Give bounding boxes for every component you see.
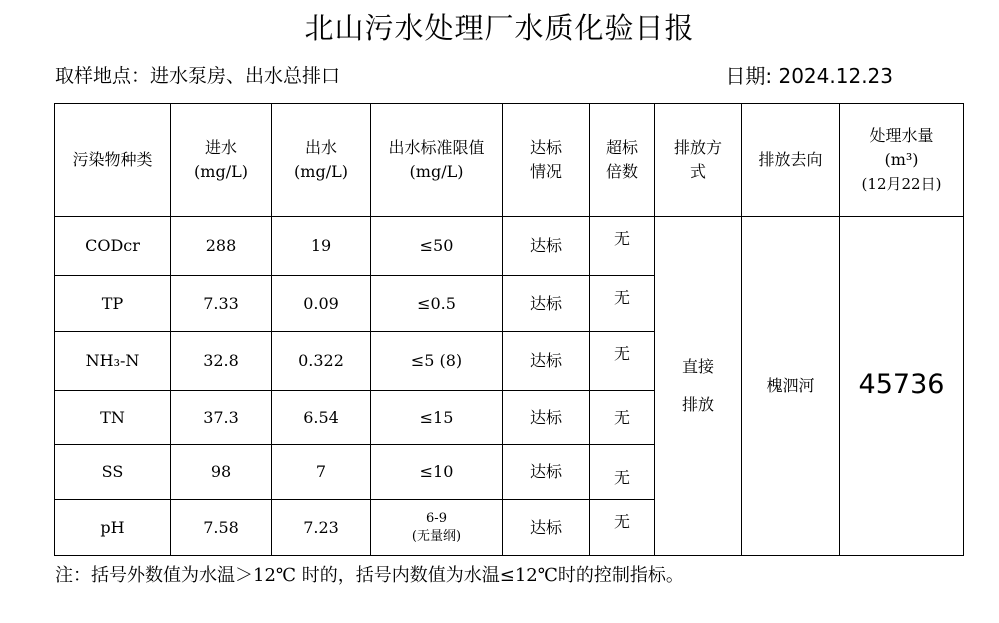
influent-cell: 7.58 [171,500,272,556]
col-header-volume [840,104,964,217]
effluent-cell: 6.54 [272,391,371,445]
effluent-cell: 0.322 [272,332,371,391]
limit-value: 6-9 [426,510,447,526]
footnote: 注：括号外数值为水温＞12℃ 时的，括号内数值为水温≤12℃时的控制指标。 [55,565,684,586]
col-header-compliance-line2: 情况 [529,162,562,181]
exceed-cell: 无 [590,445,655,500]
exceed-cell: 无 [590,391,655,445]
col-header-exceed-line2: 倍数 [605,162,638,181]
exceed-cell: 无 [590,276,655,332]
col-header-discharge-method [655,104,742,217]
col-header-limit-label: 出水标准限值 [388,138,485,157]
sample-location: 取样地点：进水泵房、出水总排口 [55,65,341,87]
limit-cell: ≤5 (8) [371,332,503,391]
limit-cell [371,500,503,556]
col-header-influent [171,104,272,217]
discharge-method-line2: 排放 [681,395,714,414]
compliance-cell: 达标 [503,217,590,276]
pollutant-cell: pH [55,500,171,556]
discharge-destination-cell [742,217,840,556]
pollutant-cell: TN [55,391,171,445]
col-header-effluent-label: 出水 [304,138,337,157]
effluent-cell: 19 [272,217,371,276]
col-header-influent-unit: (mg/L) [194,162,248,181]
compliance-cell: 达标 [503,500,590,556]
limit-note: (无量纲) [411,528,462,544]
col-header-exceed-line1: 超标 [605,138,638,157]
col-header-volume-date: (12月22日) [861,175,942,193]
exceed-cell: 无 [590,217,655,276]
col-header-limit [371,104,503,217]
discharge-destination-value: 槐泗河 [766,376,815,395]
header-row [55,104,964,217]
compliance-cell: 达标 [503,445,590,500]
water-quality-table [54,103,964,556]
col-header-discharge-method-line1: 排放方 [673,138,722,157]
col-header-effluent [272,104,371,217]
col-header-pollutant [55,104,171,217]
compliance-cell: 达标 [503,332,590,391]
limit-cell: ≤0.5 [371,276,503,332]
col-header-pollutant-label: 污染物种类 [72,150,153,169]
col-header-compliance [503,104,590,217]
compliance-cell: 达标 [503,276,590,332]
col-header-volume-label: 处理水量 [869,126,934,145]
col-header-discharge-destination-label: 排放去向 [758,150,823,169]
discharge-method-cell [655,217,742,556]
influent-cell: 288 [171,217,272,276]
effluent-cell: 7 [272,445,371,500]
pollutant-cell: SS [55,445,171,500]
limit-cell: ≤10 [371,445,503,500]
col-header-effluent-unit: (mg/L) [294,162,348,181]
col-header-exceed [590,104,655,217]
col-header-compliance-line1: 达标 [529,138,562,157]
influent-cell: 7.33 [171,276,272,332]
col-header-influent-label: 进水 [204,138,237,157]
influent-cell: 98 [171,445,272,500]
influent-cell: 32.8 [171,332,272,391]
col-header-limit-unit: (mg/L) [409,162,464,181]
volume-value: 45736 [858,368,945,400]
report-date: 日期: 2024.12.23 [725,64,893,88]
pollutant-cell: TP [55,276,171,332]
col-header-volume-unit: (m³) [884,150,919,169]
pollutant-cell: NH₃-N [55,332,171,391]
limit-cell: ≤15 [371,391,503,445]
limit-cell: ≤50 [371,217,503,276]
volume-cell [840,217,964,556]
pollutant-cell: CODcr [55,217,171,276]
influent-cell: 37.3 [171,391,272,445]
effluent-cell: 0.09 [272,276,371,332]
col-header-discharge-method-line2: 式 [689,162,706,181]
exceed-cell: 无 [590,332,655,391]
discharge-method-line1: 直接 [681,357,714,376]
table-row [55,217,964,276]
compliance-cell: 达标 [503,391,590,445]
report-title: 北山污水处理厂水质化验日报 [304,11,695,45]
effluent-cell: 7.23 [272,500,371,556]
col-header-discharge-destination [742,104,840,217]
exceed-cell: 无 [590,500,655,556]
